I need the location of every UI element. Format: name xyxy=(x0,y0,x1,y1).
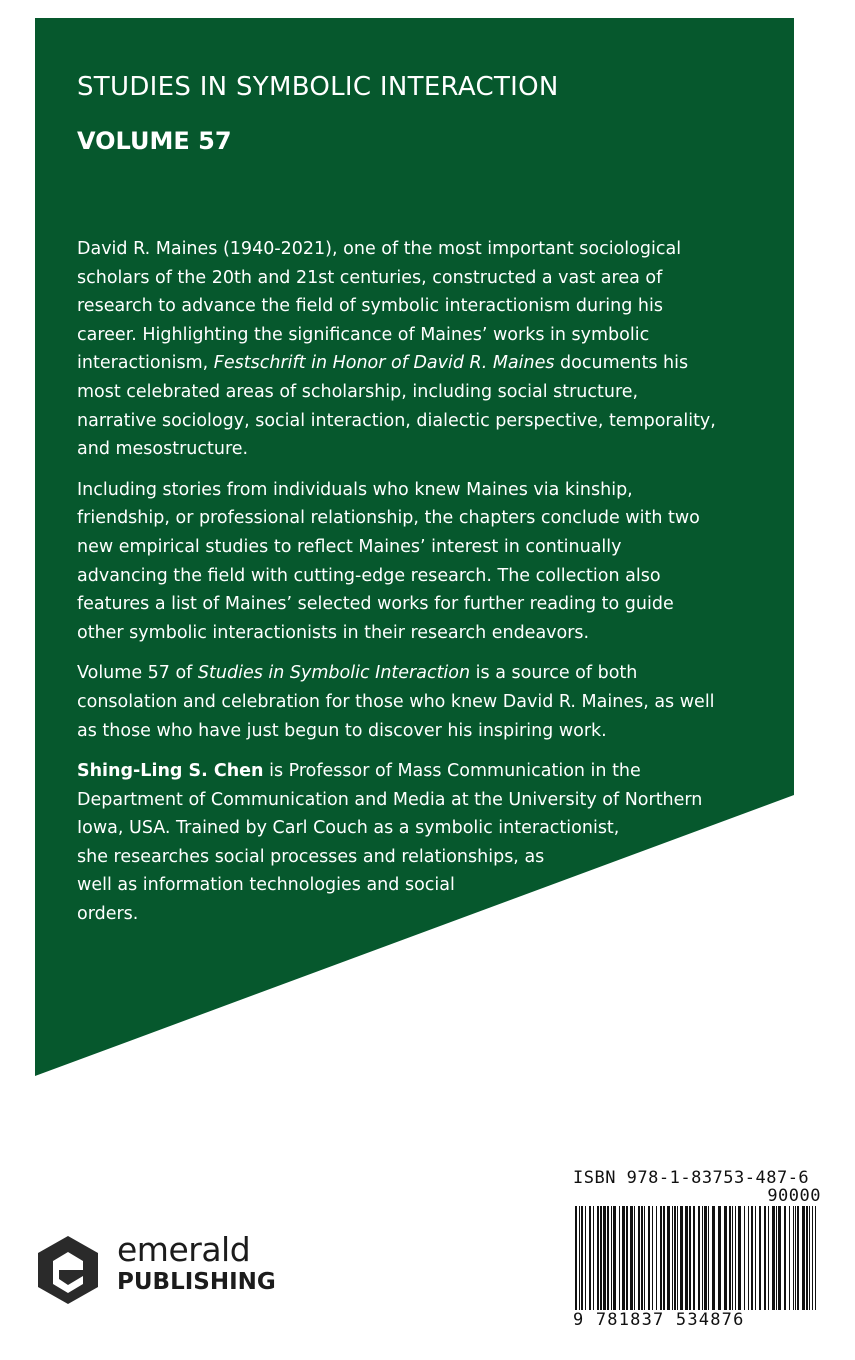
barcode-bar xyxy=(667,1206,670,1310)
barcode-bar xyxy=(685,1206,688,1310)
barcode-bar xyxy=(759,1206,761,1310)
description-paragraph-1: David R. Maines (1940-2021), one of the most important sociological scholars of the 20th and 21st centuries, constructed a vast area of research to advance the field of symbolic interactionism during his career. Highlighting the significance of Maines’ works in symbolic interactionism, Festschrift in Honor of David R. Maines documents his most celebrated areas of scholarship, including social structure, narrative sociology, social interaction, dialectic perspective, temporality, and mesostructure. xyxy=(77,239,716,460)
barcode-bar xyxy=(809,1206,810,1310)
barcode-bar xyxy=(704,1206,707,1310)
price-addon-code: 90000 xyxy=(767,1186,821,1206)
barcode-bar xyxy=(613,1206,616,1310)
series-title: STUDIES IN SYMBOLIC INTERACTION xyxy=(77,72,559,102)
barcode-bar xyxy=(778,1206,781,1310)
barcode-bar xyxy=(680,1206,683,1310)
barcode-icon xyxy=(573,1206,821,1312)
barcode-bar xyxy=(793,1206,794,1310)
barcode-bar xyxy=(764,1206,766,1310)
barcode-bar xyxy=(630,1206,633,1310)
barcode-bar xyxy=(622,1206,625,1310)
barcode-bar xyxy=(652,1206,653,1310)
emerald-logo-icon xyxy=(35,1234,101,1306)
barcode-bar xyxy=(732,1206,733,1310)
barcode-bar xyxy=(729,1206,731,1310)
barcode-bar xyxy=(619,1206,620,1310)
barcode-bar xyxy=(581,1206,583,1310)
barcode-bar xyxy=(641,1206,643,1310)
author-name: Shing-Ling S. Chen xyxy=(77,761,264,782)
barcode-bar xyxy=(768,1206,769,1310)
barcode-bar xyxy=(784,1206,786,1310)
barcode-bar xyxy=(772,1206,775,1310)
publisher-name-line2: PUBLISHING xyxy=(117,1269,276,1295)
barcode-bar xyxy=(735,1206,736,1310)
barcode-bar xyxy=(585,1206,586,1310)
barcode-digits: 9 781837 534876 xyxy=(573,1310,745,1330)
description-paragraph-2: Including stories from individuals who knew Maines via kinship, friendship, or professional relationship, the chapters conclude with two new empirical studies to reflect Maines’ interest in continually advancing the field with cutting-edge research. The collection also features a list of Maines’ selected works for further reading to guide other symbolic interactionists in their research endeavors. xyxy=(77,479,700,643)
barcode-bar xyxy=(738,1206,741,1310)
volume-label: VOLUME 57 xyxy=(77,127,232,155)
barcode-bar xyxy=(663,1206,665,1310)
publisher-logo xyxy=(35,1230,276,1310)
isbn-barcode-block xyxy=(573,1168,821,1330)
barcode-bar xyxy=(797,1206,799,1310)
barcode-bar xyxy=(815,1206,816,1310)
barcode-bar xyxy=(579,1206,580,1310)
barcode-bar xyxy=(656,1206,657,1310)
barcode-bar xyxy=(644,1206,645,1310)
description-paragraph-3: Volume 57 of Studies in Symbolic Interaction is a source of both consolation and celebration for those who knew David R. Maines, as well as those who have just begun to discover his inspiring work. xyxy=(77,663,715,741)
barcode-bar xyxy=(718,1206,721,1310)
barcode-bar xyxy=(660,1206,662,1310)
barcode-bar xyxy=(751,1206,753,1310)
barcode-bar xyxy=(698,1206,700,1310)
barcode-bar xyxy=(724,1206,727,1310)
barcode-bar xyxy=(603,1206,606,1310)
barcode-bar xyxy=(702,1206,703,1310)
barcode-bar xyxy=(575,1206,577,1310)
barcode-bar xyxy=(795,1206,796,1310)
barcode-bar xyxy=(755,1206,756,1310)
barcode-bar xyxy=(748,1206,749,1310)
isbn-number: ISBN 978-1-83753-487-6 xyxy=(573,1168,810,1188)
barcode-bar xyxy=(708,1206,709,1310)
barcode-bar xyxy=(806,1206,808,1310)
barcode-bar xyxy=(634,1206,635,1310)
barcode-bar xyxy=(626,1206,628,1310)
barcode-bar xyxy=(607,1206,609,1310)
barcode-bar xyxy=(674,1206,676,1310)
barcode-bar xyxy=(689,1206,691,1310)
barcode-bar xyxy=(789,1206,790,1310)
barcode-bar xyxy=(597,1206,599,1310)
barcode-bar xyxy=(600,1206,602,1310)
back-cover-description xyxy=(77,235,717,929)
barcode-bar xyxy=(693,1206,695,1310)
barcode-bar xyxy=(712,1206,715,1310)
barcode-bar xyxy=(802,1206,805,1310)
barcode-bar xyxy=(611,1206,612,1310)
barcode-bar xyxy=(672,1206,673,1310)
barcode-bar xyxy=(589,1206,591,1310)
author-bio: Shing-Ling S. Chen is Professor of Mass Communication in the Department of Communication and Media at the University of Northern Iowa, USA. Trained by Carl Couch as a symbolic interactionist, she researches social processes and relationships, as well as information technologies and social orders. xyxy=(77,761,703,925)
barcode-bar xyxy=(812,1206,813,1310)
barcode-bar xyxy=(677,1206,678,1310)
barcode-bar xyxy=(593,1206,594,1310)
publisher-name-line1: emerald xyxy=(117,1230,251,1269)
barcode-bar xyxy=(776,1206,777,1310)
barcode-bar xyxy=(744,1206,745,1310)
barcode-bar xyxy=(648,1206,650,1310)
barcode-bar xyxy=(638,1206,640,1310)
